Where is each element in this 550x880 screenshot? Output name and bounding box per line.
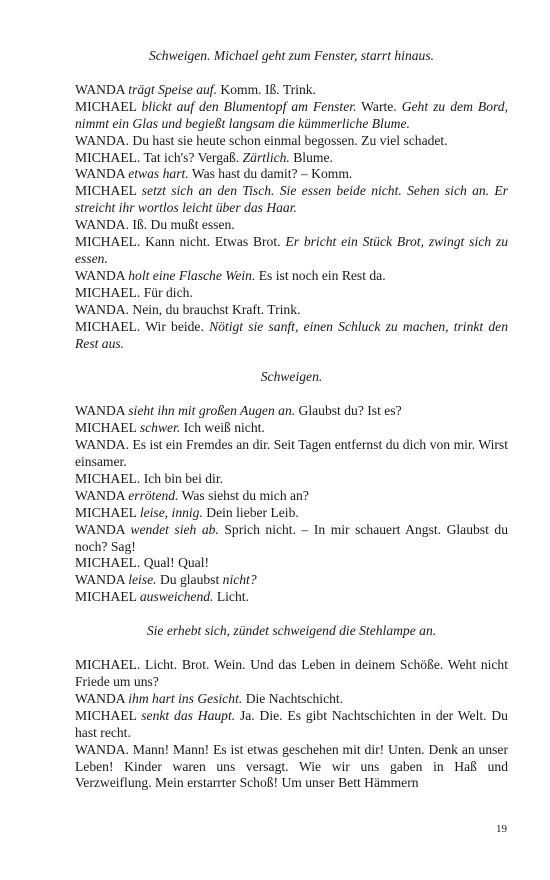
dialogue-text: Warte. — [356, 98, 402, 114]
dialogue-text: Sprich nicht. – In mir schauert Angst. Glaubst du noch? Sag! — [75, 521, 508, 554]
dialogue-text: MICHAEL. Licht. Brot. Wein. Und das Leben in deinem Schöße. Weht nicht Friede um uns? — [75, 657, 508, 689]
stage-direction: Sie erhebt sich, zündet schweigend die Stehlampe an. — [146, 623, 437, 639]
dialogue-text: MICHAEL — [75, 707, 142, 723]
dialogue-text: WANDA — [75, 487, 129, 503]
dialogue-line — [75, 522, 508, 556]
dialogue-text: WANDA — [75, 81, 129, 97]
dialogue-text: Dein lieber Leib. — [202, 504, 299, 520]
dialogue-line — [75, 742, 508, 793]
dialogue-text: Was hast du damit? – Komm. — [188, 166, 353, 182]
dialogue-text: WANDA. Nein, du brauchst Kraft. Trink. — [75, 301, 301, 317]
page-number: 19 — [496, 823, 507, 835]
stage-direction-inline: senkt das Haupt. — [141, 707, 236, 723]
stage-direction-inline: Geht zu dem Bord, nimmt ein Glas und begießt langsam die kümmerliche Blume. — [75, 98, 508, 131]
dialogue-line — [75, 589, 508, 606]
dialogue-line — [75, 437, 508, 471]
dialogue-text: MICHAEL. Ich bin bei dir. — [75, 470, 223, 486]
stage-direction-inline: Zärtlich. — [242, 149, 290, 165]
blank-line — [75, 386, 508, 403]
dialogue-text: Die Nachtschicht. — [242, 690, 344, 706]
dialogue-line — [75, 657, 508, 691]
dialogue-text: MICHAEL — [75, 98, 142, 114]
stage-direction-inline: wendet sieh ab. — [130, 521, 219, 537]
dialogue-text: MICHAEL. Kann nicht. Etwas Brot. — [75, 234, 286, 250]
blank-line — [75, 352, 508, 369]
dialogue-text: WANDA. Du hast sie heute schon einmal begossen. Zu viel schadet. — [75, 132, 448, 148]
dialogue-text: WANDA — [75, 403, 129, 419]
dialogue-line — [75, 150, 508, 167]
dialogue-text: WANDA — [75, 521, 131, 537]
stage-direction-inline: etwas hart. — [128, 166, 189, 182]
dialogue-text: Es ist noch ein Rest da. — [255, 267, 386, 283]
stage-direction-inline: blickt auf den Blumentopf am Fenster. — [141, 98, 357, 114]
dialogue-line — [75, 285, 508, 302]
stage-direction-inline: schwer. — [139, 420, 181, 436]
stage-direction: Schweigen. — [260, 369, 323, 385]
dialogue-text: Komm. Iß. Trink. — [216, 81, 316, 97]
stage-direction-inline: leise. — [128, 572, 157, 588]
stage-direction-inline: ihm hart ins Gesicht. — [128, 690, 243, 706]
stage-direction-inline: sieht ihn mit großen Augen an. — [128, 403, 296, 419]
dialogue-text: MICHAEL — [75, 589, 140, 605]
dialogue-text: Ja. Die. Es gibt Nachtschichten in der Welt. Du hast recht. — [75, 707, 508, 740]
dialogue-line — [75, 403, 508, 420]
dialogue-text: WANDA. Mann! Mann! Es ist etwas geschehen mit dir! Unten. Denk an unser Leben! Kinder waren uns versagt. Wie wir uns gaben in Haß und Verzweiflung. Mein erstarrter Schoß! Um unser Bett Hämmern — [75, 741, 508, 791]
dialogue-line — [75, 708, 508, 742]
dialogue-line — [75, 471, 508, 488]
dialogue-line — [75, 302, 508, 319]
dialogue-line — [75, 555, 508, 572]
stage-direction-inline: setzt sich an den Tisch. Sie essen beide nicht. Sehen sich an. Er streicht ihr wortlos leicht über das Haar. — [75, 183, 508, 216]
dialogue-line — [75, 319, 508, 353]
stage-direction-inline: trägt Speise auf. — [128, 81, 217, 97]
dialogue-text: Licht. — [213, 589, 249, 605]
dialogue-text: MICHAEL — [75, 420, 140, 436]
stage-direction-inline: nicht? — [222, 572, 257, 588]
dialogue-text: Blume. — [289, 149, 333, 165]
dialogue-text: WANDA — [75, 690, 129, 706]
dialogue-text: MICHAEL — [75, 504, 140, 520]
stage-direction-inline: ausweichend. — [139, 589, 214, 605]
dialogue-line — [75, 505, 508, 522]
dialogue-text: MICHAEL. Für dich. — [75, 284, 193, 300]
dialogue-text: MICHAEL. Tat ich's? Vergaß. — [75, 149, 243, 165]
dialogue-line — [75, 488, 508, 505]
blank-line — [75, 640, 508, 657]
stage-direction-inline: holt eine Flasche Wein. — [128, 267, 256, 283]
dialogue-line — [75, 234, 508, 268]
dialogue-text: Ich weiß nicht. — [180, 420, 265, 436]
dialogue-text: WANDA. Es ist ein Fremdes an dir. Seit Tagen entfernst du dich von mir. Wirst einsamer. — [75, 437, 508, 470]
stage-direction: Schweigen. Michael geht zum Fenster, starrt hinaus. — [148, 48, 435, 63]
dialogue-line — [75, 420, 508, 437]
stage-direction-inline: Er bricht ein Stück Brot, zwingt sich zu essen. — [75, 234, 509, 266]
dialogue-text: MICHAEL. Qual! Qual! — [75, 555, 210, 571]
dialogue-text: Du glaubst — [156, 572, 223, 588]
dialogue-line — [75, 572, 508, 589]
dialogue-line — [75, 99, 508, 133]
dialogue-text: WANDA. Iß. Du mußt essen. — [75, 217, 235, 233]
dialogue-text: WANDA — [75, 166, 129, 182]
stage-direction-inline: leise, innig. — [139, 504, 203, 520]
dialogue-text: MICHAEL — [75, 183, 142, 199]
dialogue-line — [75, 166, 508, 183]
dialogue-text: WANDA — [75, 572, 129, 588]
stage-direction-inline: Nötigt sie sanft, einen Schluck zu machen, trinkt den Rest aus. — [75, 318, 508, 351]
play-text — [75, 48, 508, 792]
blank-line — [75, 606, 508, 623]
dialogue-line — [75, 268, 508, 285]
dialogue-line — [75, 217, 508, 234]
dialogue-line — [75, 82, 508, 99]
dialogue-text: WANDA — [75, 267, 129, 283]
dialogue-line — [75, 183, 508, 217]
dialogue-text: MICHAEL. Wir beide. — [75, 318, 210, 334]
dialogue-line — [75, 691, 508, 708]
dialogue-text: Glaubst du? Ist es? — [295, 403, 402, 419]
stage-direction-inline: errötend. — [128, 487, 179, 503]
dialogue-line — [75, 133, 508, 150]
blank-line — [75, 65, 508, 82]
dialogue-text: Was siehst du mich an? — [178, 487, 309, 503]
